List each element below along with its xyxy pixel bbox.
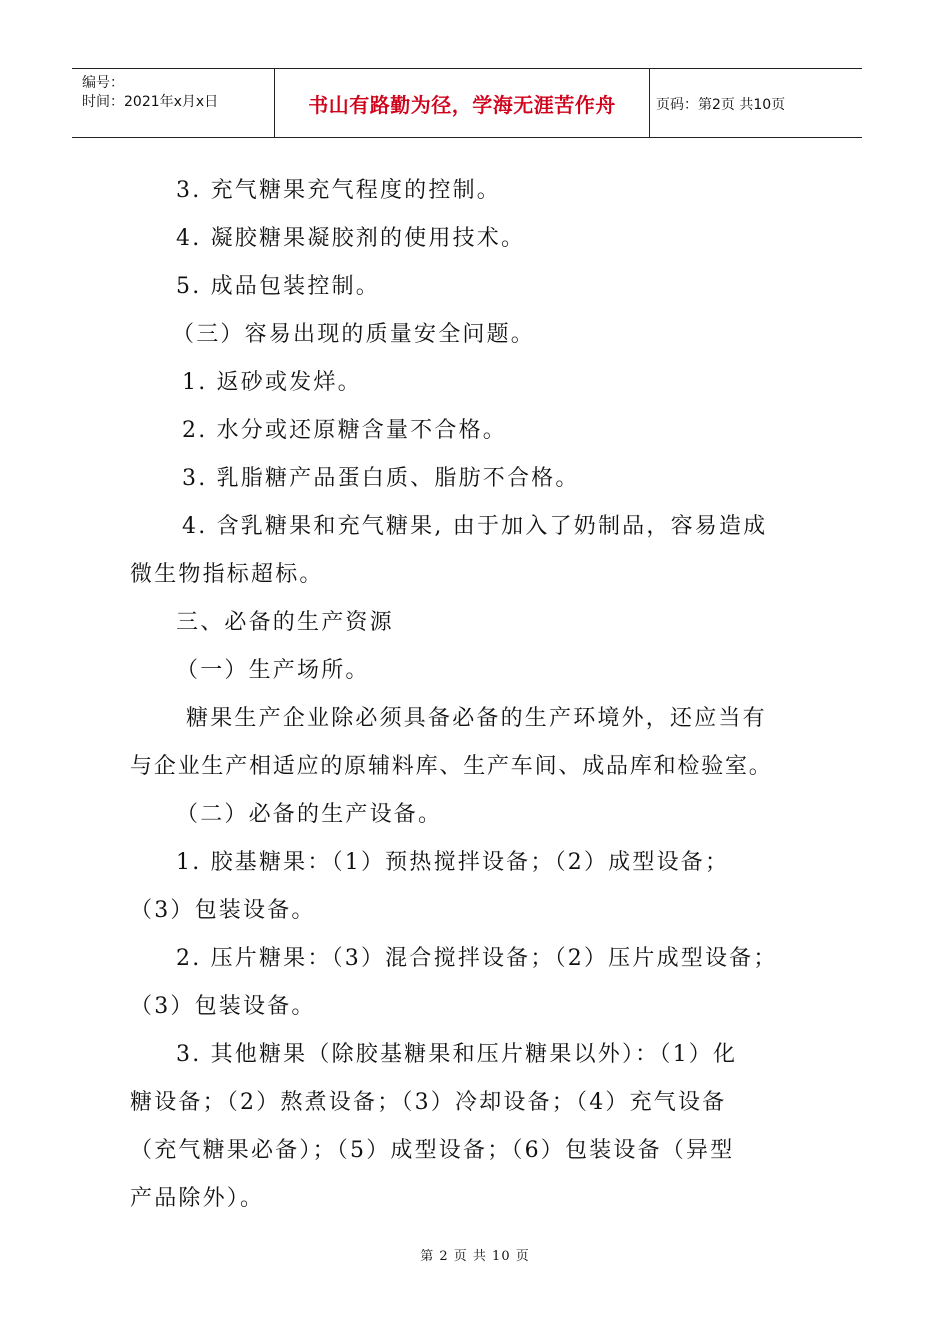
section-heading: 三、必备的生产资源 bbox=[176, 610, 394, 635]
body-line: 3. 其他糖果（除胶基糖果和压片糖果以外）：（1）化 bbox=[176, 1042, 738, 1067]
body-line: 3. 充气糖果充气程度的控制。 bbox=[176, 178, 501, 203]
body-line: 微生物指标超标。 bbox=[130, 562, 324, 587]
header-page-info: 页码：第2页 共10页 bbox=[656, 97, 786, 113]
document-date-label: 时间：2021年x月x日 bbox=[82, 94, 219, 110]
header-motto: 书山有路勤为径，学海无涯苦作舟 bbox=[308, 93, 616, 117]
page-header bbox=[72, 68, 862, 138]
body-line: 糖设备；（2）熬煮设备；（3）冷却设备；（4）充气设备 bbox=[130, 1090, 727, 1115]
body-line: 1. 胶基糖果：（1）预热搅拌设备；（2）成型设备； bbox=[176, 850, 730, 875]
body-line: （3）包装设备。 bbox=[130, 898, 316, 923]
body-line: 1. 返砂或发烊。 bbox=[182, 370, 362, 395]
section-heading: （一）生产场所。 bbox=[176, 658, 370, 683]
header-meta bbox=[72, 69, 274, 137]
header-motto-cell bbox=[274, 69, 650, 137]
body-line: 4. 凝胶糖果凝胶剂的使用技术。 bbox=[176, 226, 526, 251]
body-line: 产品除外）。 bbox=[130, 1186, 265, 1211]
page-footer: 第 2 页 共 10 页 bbox=[420, 1249, 530, 1264]
body-line: 4. 含乳糖果和充气糖果, 由于加入了奶制品，容易造成 bbox=[182, 514, 768, 539]
body-line: 糖果生产企业除必须具备必备的生产环境外，还应当有 bbox=[186, 706, 767, 731]
body-line: 3. 乳脂糖产品蛋白质、脂肪不合格。 bbox=[182, 466, 580, 491]
body-line: 5. 成品包装控制。 bbox=[176, 274, 380, 299]
body-line: 2. 压片糖果：（3）混合搅拌设备；（2）压片成型设备； bbox=[176, 946, 778, 971]
section-heading: （三）容易出现的质量安全问题。 bbox=[172, 322, 536, 347]
document-code-label: 编号： bbox=[82, 75, 124, 91]
body-line: （充气糖果必备）；（5）成型设备；（6）包装设备（异型 bbox=[130, 1138, 735, 1163]
section-heading: （二）必备的生产设备。 bbox=[176, 802, 443, 827]
body-line: 与企业生产相适应的原辅料库、生产车间、成品库和检验室。 bbox=[130, 754, 773, 779]
header-page-cell bbox=[648, 69, 862, 137]
body-line: 2. 水分或还原糖含量不合格。 bbox=[182, 418, 507, 443]
body-line: （3）包装设备。 bbox=[130, 994, 316, 1019]
